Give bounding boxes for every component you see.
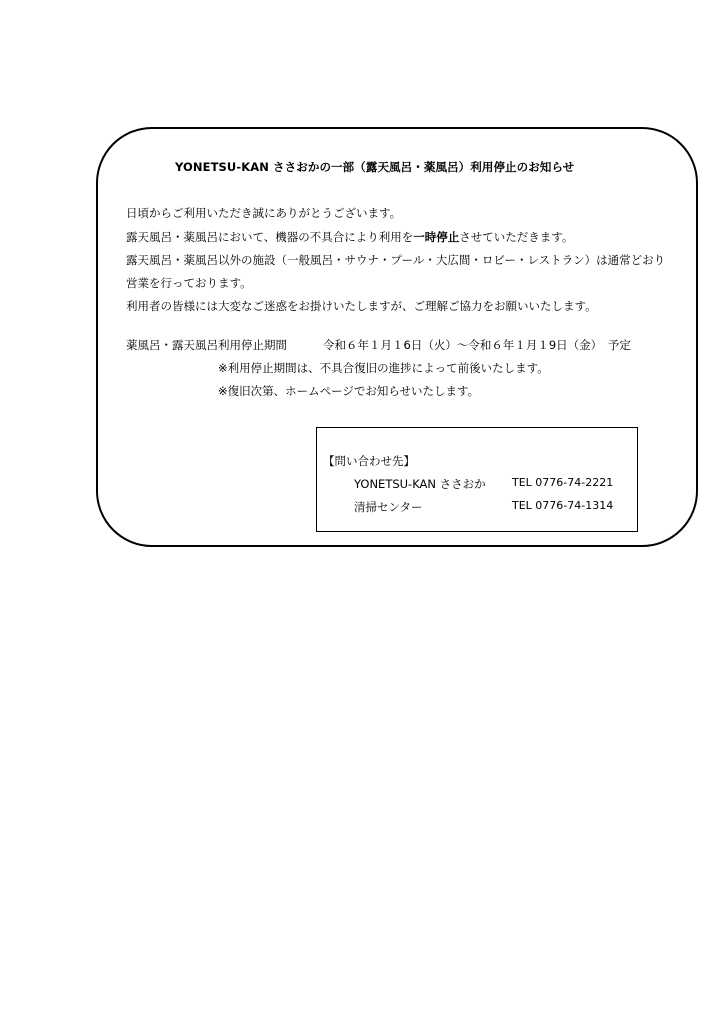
suspension-text-end: させていただきます。 <box>459 230 574 244</box>
contact-name-cleaning-center: 清掃センター <box>354 500 423 514</box>
suspension-line <box>126 230 573 244</box>
contact-heading: 【問い合わせ先】 <box>323 454 415 468</box>
other-facilities-line: 露天風呂・薬風呂以外の施設（一般風呂・サウナ・プール・大広間・ロビー・レストラン）は通常どおり <box>126 253 666 267</box>
contact-tel-cleaning-center: TEL 0776-74-1314 <box>512 499 614 512</box>
apology-line: 利用者の皆様には大変なご迷惑をお掛けいたしますが、ご理解ご協力をお願いいたします。 <box>126 299 597 313</box>
contact-name-yonetsukan: YONETSU-KAN ささおか <box>354 477 486 491</box>
suspension-emphasis: 一時停止 <box>413 230 460 244</box>
homepage-note: ※復旧次第、ホームページでお知らせいたします。 <box>218 384 480 398</box>
notice-title: YONETSU-KAN ささおかの一部（露天風呂・薬風呂）利用停止のお知らせ <box>175 160 575 174</box>
contact-tel-yonetsukan: TEL 0776-74-2221 <box>512 476 614 489</box>
suspension-text-start: 露天風呂・薬風呂において、機器の不具合により利用を <box>126 230 414 244</box>
period-dates: 令和６年１月１6日（火）～令和６年１月１9日（金） 予定 <box>323 338 631 352</box>
operating-line: 営業を行っております。 <box>126 276 252 290</box>
greeting-line: 日頃からご利用いただき誠にありがとうございます。 <box>126 206 402 220</box>
period-label: 薬風呂・露天風呂利用停止期間 <box>126 338 287 352</box>
period-note: ※利用停止期間は、不具合復旧の進捗によって前後いたします。 <box>218 361 549 375</box>
